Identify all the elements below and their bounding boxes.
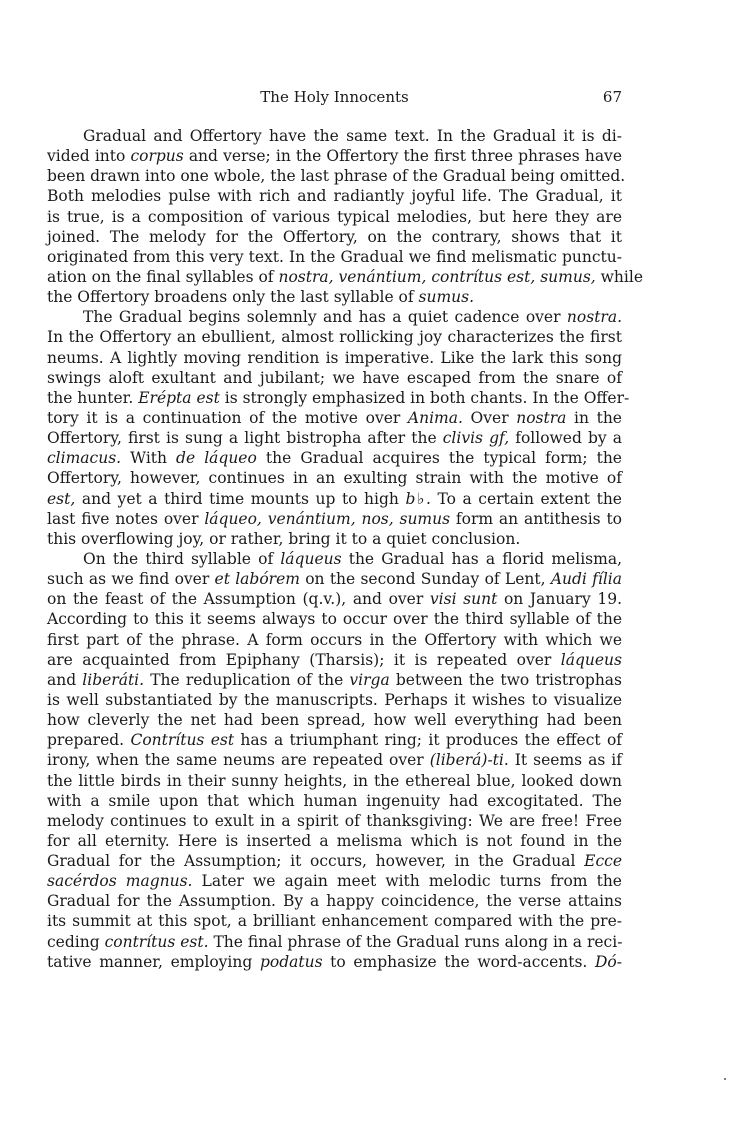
paragraph (47, 549, 622, 972)
text-line (47, 146, 622, 166)
body-text (47, 126, 643, 972)
italic-term: Audi fília (550, 570, 622, 589)
text-run: is strongly emphasized in both chants. In the Offer- (219, 388, 630, 407)
italic-term: láqueus (560, 650, 622, 669)
text-run: is well substantiated by the manuscripts. Perhaps it wishes to visualize (47, 690, 622, 709)
text-run: for all eternity. Here is inserted a melisma which is not found in the (47, 831, 622, 850)
text-run: to emphasize the word-accents. (322, 952, 595, 971)
running-title: The Holy Innocents (260, 88, 409, 106)
text-run: and verse; in the Offertory the first three phrases have (183, 147, 622, 166)
text-run: and (47, 670, 83, 689)
text-run: first part of the phrase. A form occurs in the Offertory with which we (47, 630, 622, 649)
text-line (47, 388, 630, 408)
italic-term: virga (349, 670, 390, 689)
text-line (47, 670, 622, 690)
text-line (47, 468, 622, 488)
text-run: in the (566, 408, 622, 427)
text-run: ation on the final syllables of (47, 267, 279, 286)
text-line (47, 126, 622, 146)
text-run: To a certain extent the (430, 489, 622, 508)
text-line (47, 489, 622, 509)
text-line (47, 609, 622, 629)
text-run: In the Offertory an ebullient, almost rollicking joy characterizes the first (47, 328, 622, 347)
text-line (47, 428, 622, 448)
text-run: prepared. (47, 731, 131, 750)
page-number: 67 (602, 88, 622, 106)
italic-term: liberáti. (82, 670, 145, 689)
text-line (47, 589, 622, 609)
italic-term: b♭. (405, 489, 431, 508)
text-run: Gradual for the Assumption. By a happy coincidence, the verse attains (47, 892, 622, 911)
text-run: swings aloft exultant and jubilant; we have escaped from the snare of (47, 368, 622, 387)
text-run: on the feast of the Assumption (q.v.), and over (47, 590, 430, 609)
text-line (47, 549, 622, 569)
italic-term: sumus. (418, 288, 475, 307)
text-line (47, 207, 622, 227)
text-line (47, 730, 622, 750)
text-run: form an antithesis to (450, 509, 623, 528)
text-line (47, 227, 622, 247)
italic-term: sacérdos magnus. (47, 872, 193, 891)
italic-term: Contrítus est (130, 731, 235, 750)
text-run: Offertory, first is sung a light bistropha after the (47, 429, 443, 448)
text-line (47, 368, 622, 388)
text-run: this overflowing joy, or rather, bring it to a quiet conclusion. (47, 529, 521, 548)
italic-term: et labórem (214, 570, 300, 589)
text-line (47, 287, 622, 307)
text-line (47, 630, 622, 650)
text-run: between the two tristrophas (389, 670, 622, 689)
text-run: It seems as if (508, 751, 622, 770)
italic-term: podatus (259, 952, 323, 971)
text-run: last five notes over (47, 509, 205, 528)
text-run: followed by a (509, 429, 622, 448)
italic-term: contrítus est. (104, 932, 209, 951)
text-line (47, 811, 622, 831)
text-run: irony, when the same neums are repeated over (47, 751, 430, 770)
italic-term: corpus (130, 147, 184, 166)
paragraph (47, 126, 643, 307)
text-line (47, 186, 622, 206)
text-run: on the second Sunday of Lent, (299, 570, 551, 589)
text-run: melody continues to exult in a spirit of thanksgiving: We are free! Free (47, 811, 622, 830)
text-line (47, 307, 622, 327)
text-run: been drawn into one wbole, the last phrase of the Gradual being omitted. (47, 167, 626, 186)
text-run: Gradual and Offertory have the same text. In the Gradual it is di- (83, 127, 622, 145)
text-line (47, 247, 622, 267)
text-line (47, 771, 622, 791)
italic-term: climacus. (47, 449, 122, 468)
text-line (47, 267, 643, 287)
text-run: its summit at this spot, a brilliant enhancement compared with the pre- (47, 912, 622, 931)
text-line (47, 448, 622, 468)
italic-term: láqueo, venántium, nos, sumus (204, 509, 451, 528)
text-run: the Offertory broadens only the last syllable of (47, 288, 419, 307)
text-line (47, 348, 622, 368)
text-line (47, 831, 622, 851)
book-page (47, 0, 643, 1125)
text-run: how cleverly the net had been spread, how well everything had been (47, 711, 622, 730)
italic-term: clivis gf, (442, 429, 510, 448)
italic-term: Anima. (407, 408, 463, 427)
text-line (47, 851, 622, 871)
text-run: According to this it seems always to occur over the third syllable of the (47, 610, 622, 629)
text-run: Later we again meet with melodic turns from the (192, 872, 622, 891)
text-run: the Gradual has a florid melisma, (341, 549, 622, 568)
text-run: tative manner, employing (47, 952, 260, 971)
text-line (47, 569, 622, 589)
text-line (47, 791, 622, 811)
italic-term: (liberá)-ti. (429, 751, 509, 770)
italic-term: Erépta est (138, 388, 220, 407)
running-head (47, 86, 622, 108)
text-run: vided into (47, 147, 131, 166)
italic-term: Ecce (584, 852, 622, 871)
text-line (47, 408, 622, 428)
text-run: tory it is a continuation of the motive over (47, 408, 408, 427)
text-run: while (595, 267, 643, 286)
text-line (47, 871, 622, 891)
text-line (47, 952, 622, 972)
text-line (47, 891, 622, 911)
text-run: the Gradual acquires the typical form; the (256, 449, 622, 468)
text-line (47, 690, 622, 710)
italic-term: visi sunt (429, 590, 498, 609)
italic-term: nostra, venántium, contrítus est, sumus, (278, 267, 596, 286)
italic-term: de láqueo (176, 449, 257, 468)
italic-term: est, (47, 489, 76, 508)
paragraph (47, 307, 630, 549)
text-run: is true, is a composition of various typical melodies, but here they are (47, 207, 622, 226)
text-run: are acquainted from Epiphany (Tharsis); it is repeated over (47, 650, 561, 669)
text-run: The reduplication of the (144, 670, 350, 689)
text-line (47, 710, 622, 730)
scan-speck (724, 1078, 726, 1080)
text-line (47, 750, 622, 770)
text-run: joined. The melody for the Offertory, on the contrary, shows that it (47, 227, 622, 246)
text-line (47, 650, 622, 670)
text-run: With (121, 449, 177, 468)
text-run: Both melodies pulse with rich and radiantly joyful life. The Gradual, it (47, 187, 622, 206)
text-line (47, 911, 622, 931)
text-run: ceding (47, 932, 105, 951)
text-line (47, 166, 626, 186)
text-run: Gradual for the Assumption; it occurs, however, in the Gradual (47, 852, 585, 871)
text-run: On the third syllable of (83, 549, 281, 568)
text-run: Offertory, however, continues in an exulting strain with the motive of (47, 469, 622, 488)
text-run: the little birds in their sunny heights, in the ethereal blue, looked down (47, 771, 622, 790)
text-run: on January 19. (497, 590, 622, 609)
text-run: and yet a third time mounts up to high (75, 489, 406, 508)
text-run: The Gradual begins solemnly and has a quiet cadence over (83, 308, 567, 327)
text-run: with a smile upon that which human ingenuity had excogitated. The (47, 791, 622, 810)
italic-term: Dó- (595, 952, 622, 971)
italic-term: nostra. (566, 308, 622, 327)
text-run: the hunter. (47, 388, 139, 407)
text-run: Over (462, 408, 517, 427)
text-run: has a triumphant ring; it produces the effect of (234, 731, 623, 750)
text-run: The final phrase of the Gradual runs along in a reci- (208, 932, 623, 951)
text-run: such as we find over (47, 570, 215, 589)
text-line (47, 932, 622, 952)
text-line (47, 529, 622, 549)
text-line (47, 509, 622, 529)
text-line (47, 327, 622, 347)
italic-term: nostra (516, 408, 567, 427)
text-run: originated from this very text. In the Gradual we find melismatic punctu- (47, 247, 622, 266)
text-run: neums. A lightly moving rendition is imperative. Like the lark this song (47, 348, 622, 367)
italic-term: láqueus (280, 549, 342, 568)
